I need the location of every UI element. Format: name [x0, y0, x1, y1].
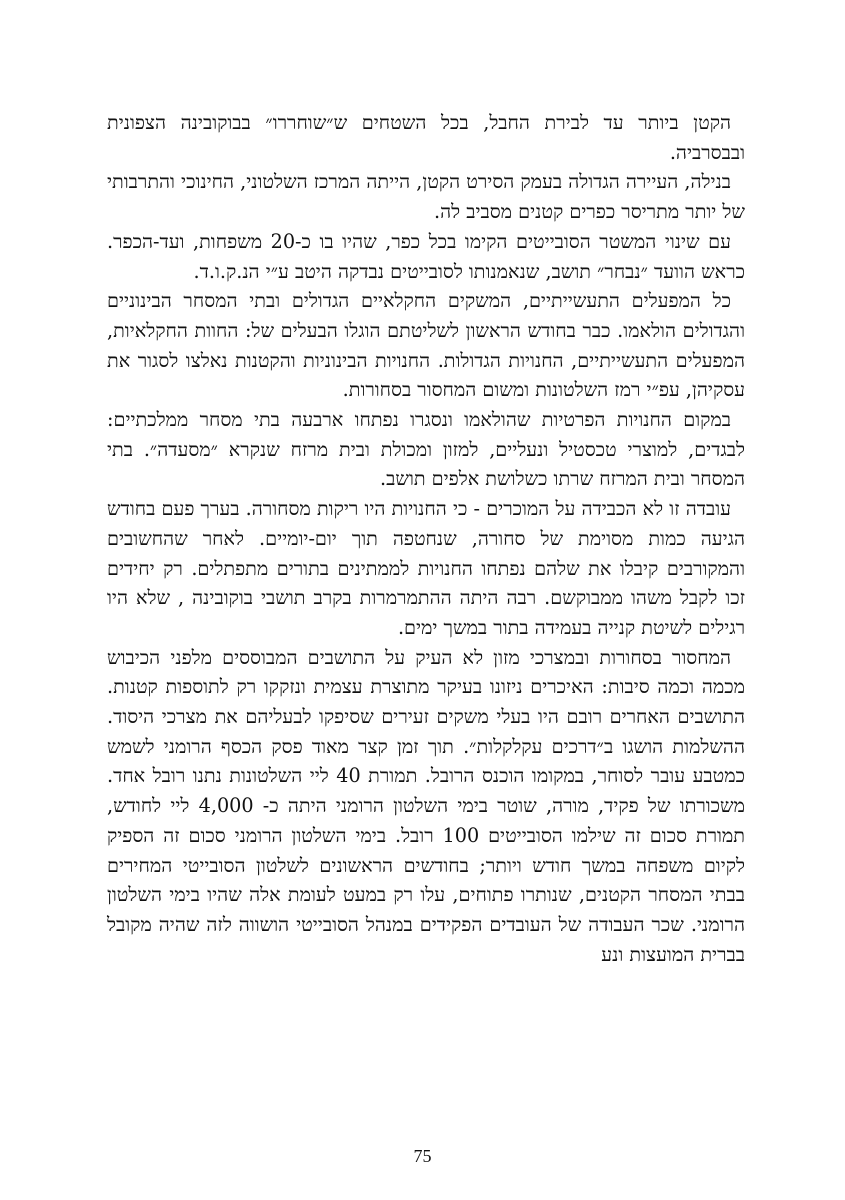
paragraph-3: עם שינוי המשטר הסובייטים הקימו בכל כפר, שהיו בו כ-20 משפחות, ועד-הכפר. כראש הוועד ״נבחר״ תושב, שנאמנותו לסובייטים נבדקה היטב ע״י הנ.ק.ו.ד.: [107, 229, 745, 283]
paragraph-7: המחסור בסחורות ובמצרכי מזון לא העיק על התושבים המבוססים מלפני הכיבוש מכמה וכמה סיבות: האיכרים ניזונו בעיקר מתוצרת עצמית ונזקקו רק לתוספות קטנות. התושבים האחרים רובם היו בעלי משקים זעירים שסיפקו לבעליהם את מצרכי היסוד. ההשלמות הושגו ב״דרכים עקלקלות״. תוך זמן קצר מאוד פסק הכסף הרומני לשמש כמטבע עובר לסוחר, במקומו הוכנס הרובל. תמורת 40 ליי השלטונות נתנו רובל אחד. משכורתו של פקיד, מורה, שוטר בימי השלטון הרומני היתה כ- 4,000 ליי לחודש, תמורת סכום זה שילמו הסובייטים 100 רובל. בימי השלטון הרומני סכום זה הספיק לקיום משפחה במשך חודש ויותר; בחודשים הראשונים לשלטון הסובייטי המחירים בבתי המסחר הקטנים, שנותרו פתוחים, עלו רק במעט לעומת אלה שהיו בימי השלטון הרומני. שכר העבודה של העובדים הפקידים במנהל הסובייטי הושווה לזה שהיה מקובל בברית המועצות ונע: [107, 645, 746, 966]
body-text: [107, 108, 745, 969]
page-number: 75: [413, 1146, 432, 1166]
paragraph-1: הקטן ביותר עד לבירת החבל, בכל השטחים ש״שוחררו״ בבוקובינה הצפונית ובבסרביה.: [107, 111, 745, 164]
paragraph-2: בנילה, העיירה הגדולה בעמק הסירט הקטן, הייתה המרכז השלטוני, החינוכי והתרבותי של יותר מתריסר כפרים קטנים מסביב לה.: [107, 170, 745, 224]
paragraph-5: במקום החנויות הפרטיות שהולאמו ונסגרו נפתחו ארבעה בתי מסחר ממלכתיים: לבגדים, למוצרי טכסטיל ונעליים, למזון ומכולת ובית מרזח שנקרא ״מסעדה״. בתי המסחר ובית המרזח שרתו כשלושת אלפים תושב.: [107, 408, 745, 491]
paragraph-4: כל המפעלים התעשייתיים, המשקים החקלאיים הגדולים ובתי המסחר הבינוניים והגדולים הולאמו. כבר בחודש הראשון לשליטתם הוגלו הבעלים של: החוות החקלאיות, המפעלים התעשייתיים, החנויות הגדולות. החנויות הבינוניות והקטנות נאלצו לסגור את עסקיהן, עפ״י רמז השלטונות ומשום המחסור בסחורות.: [107, 289, 745, 402]
paragraph-6: עובדה זו לא הכבידה על המוכרים - כי החנויות היו ריקות מסחורה. בערך פעם בחודש הגיעה כמות מסוימת של סחורה, שנחטפה תוך יום-יומיים. לאחר שהחשובים והמקורבים קיבלו את שלהם נפתחו החנויות לממתינים בתורים מתפתלים. רק יחידים זכו לקבל משהו ממבוקשם. רבה היתה ההתמרמרות בקרב תושבי בוקובינה , שלא היו רגילים לשיטת קנייה בעמידה בתור במשך ימים.: [107, 497, 745, 639]
